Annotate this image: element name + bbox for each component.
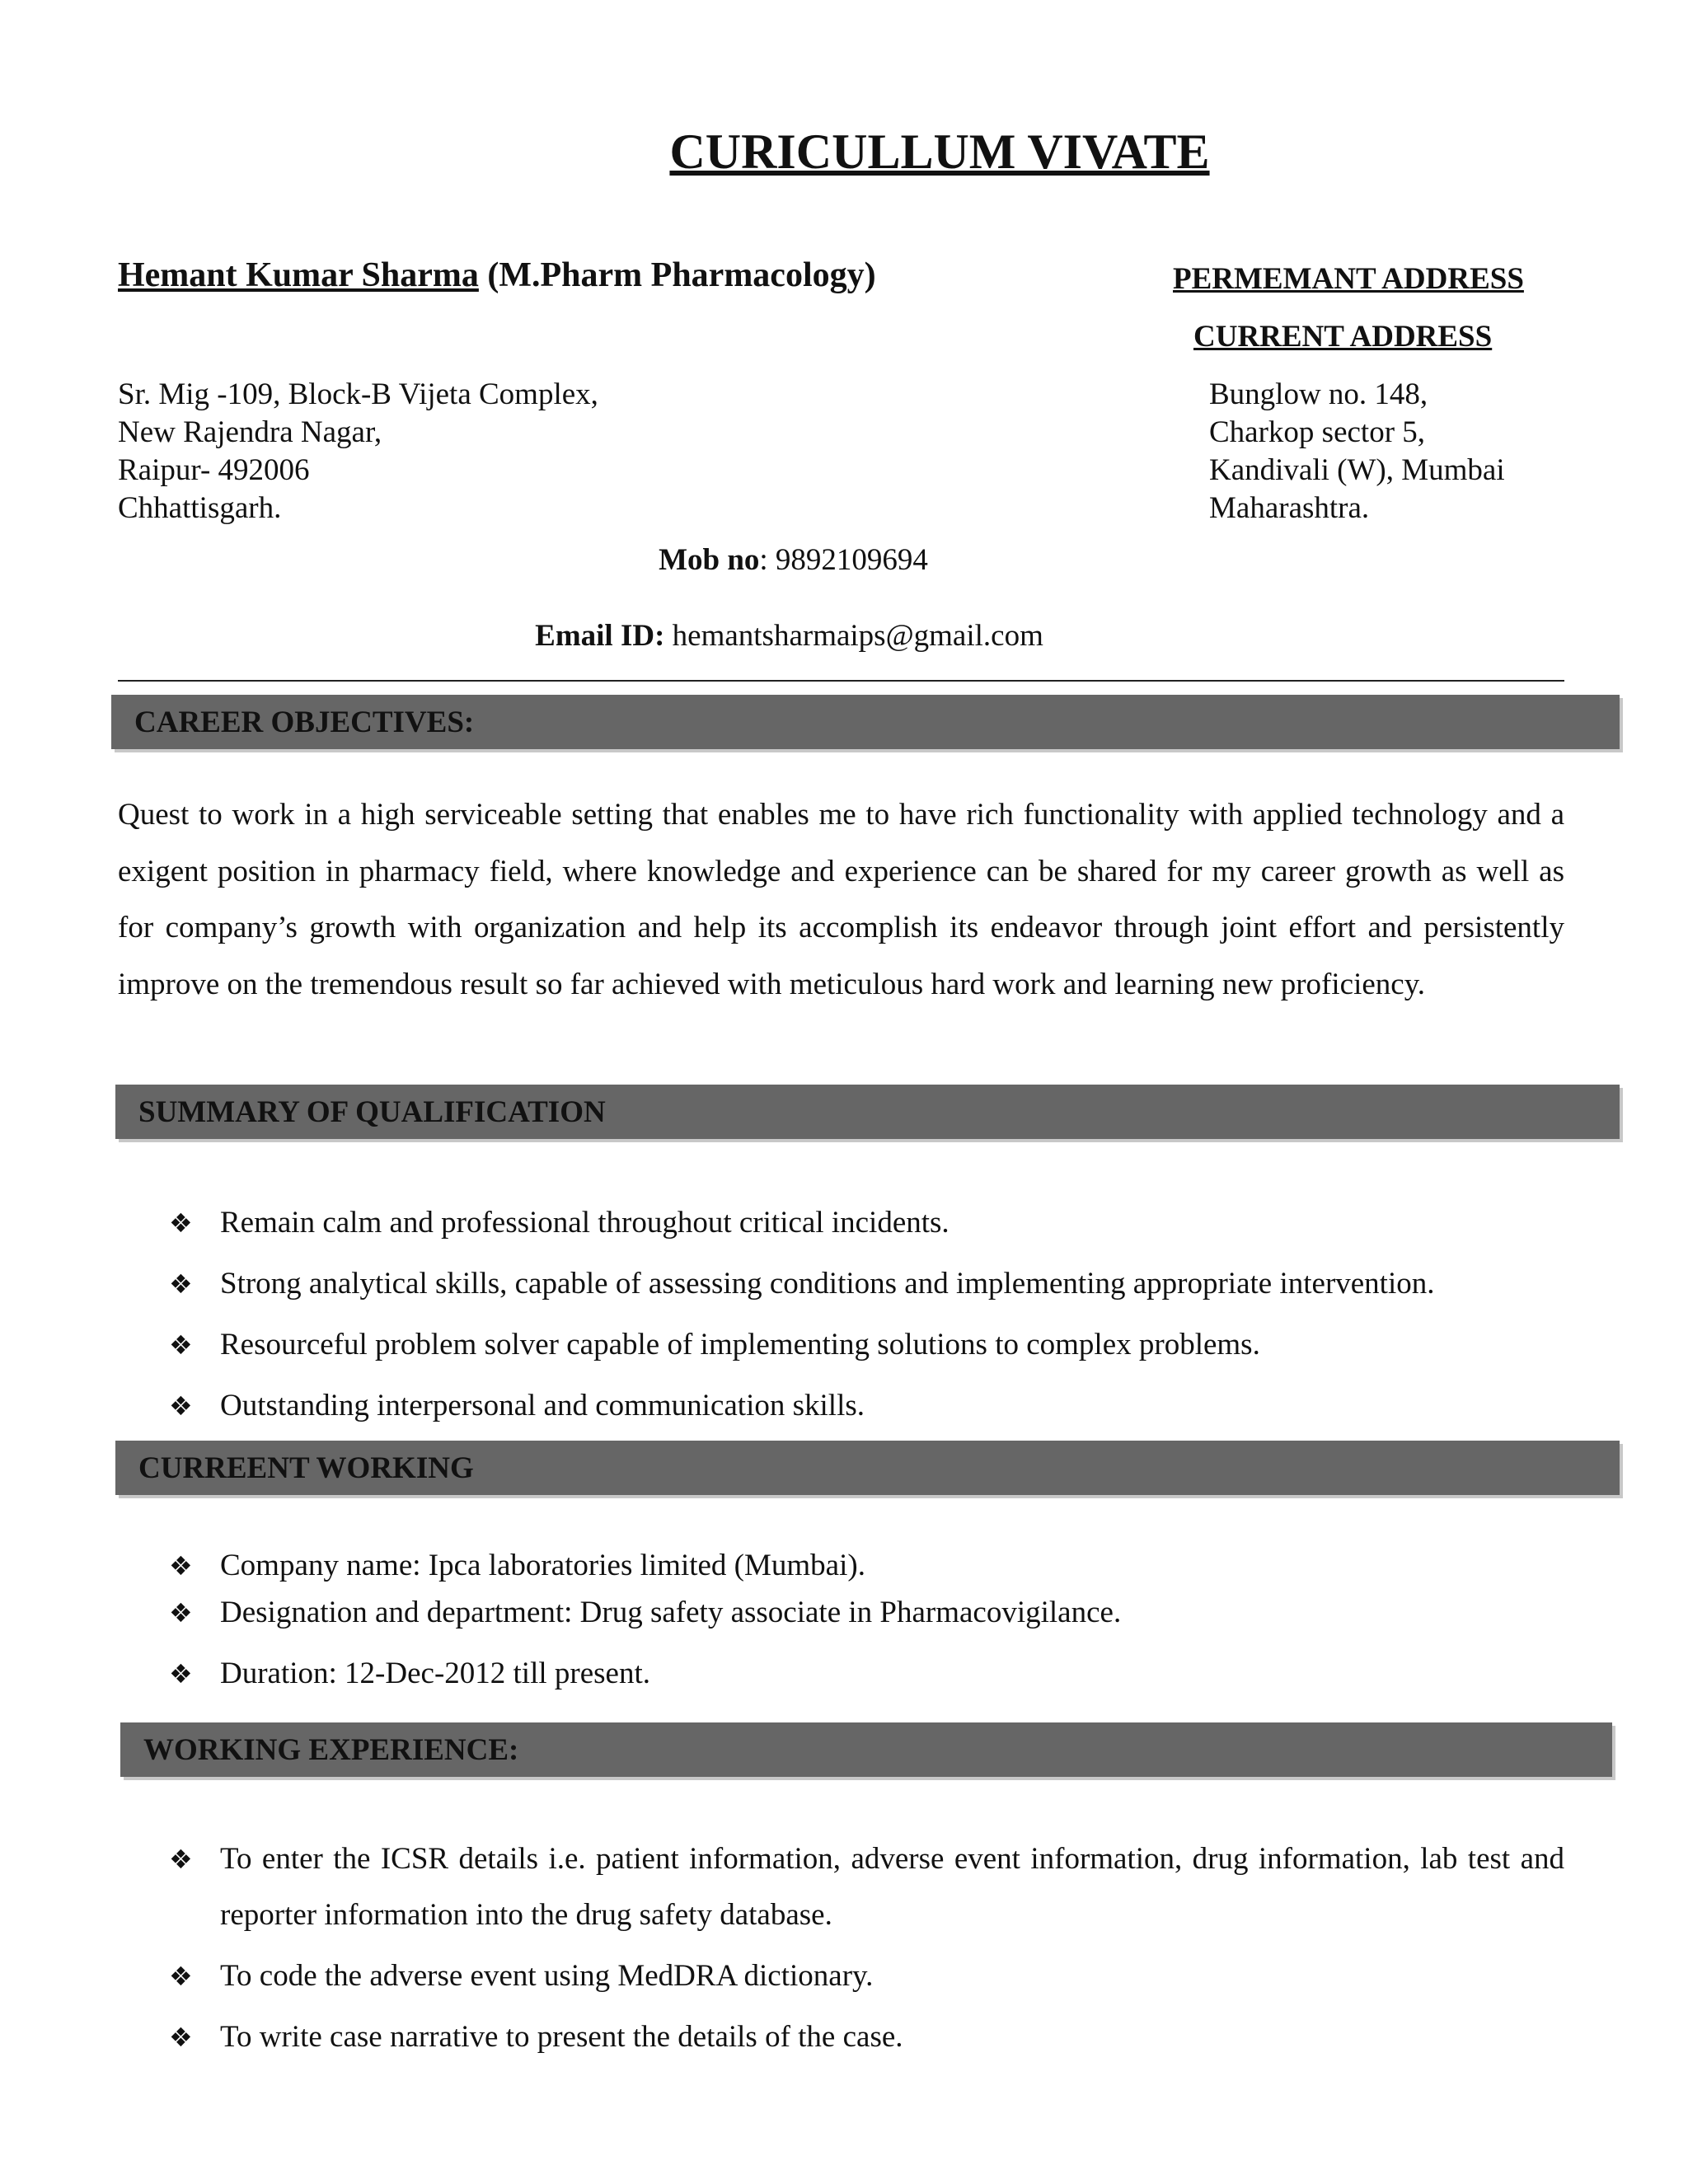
four-diamond-bullet-icon: ❖ [169, 1207, 193, 1239]
four-diamond-bullet-icon: ❖ [169, 2022, 193, 2053]
four-diamond-bullet-icon: ❖ [169, 1268, 193, 1300]
candidate-degree: (M.Pharm Pharmacology) [478, 256, 876, 294]
current-working-item: ❖ Duration: 12-Dec-2012 till present. [169, 1657, 650, 1690]
list-item: ❖ Strong analytical skills, capable of assessing conditions and implementing appropriate intervention. [169, 1254, 1435, 1315]
current-working-item: ❖ Company name: Ipca laboratories limited (Mumbai). [169, 1549, 865, 1582]
four-diamond-bullet-icon: ❖ [169, 1329, 193, 1361]
header-divider [118, 680, 1564, 682]
address-line: Charkop sector 5, [1209, 415, 1426, 449]
email [0, 618, 1578, 654]
permanent-address-label: PERMEMANT ADDRESS [1173, 262, 1524, 296]
mobile-value: : 9892109694 [759, 543, 928, 577]
candidate-name-line [118, 255, 876, 295]
current-working-heading-bar [115, 1441, 1620, 1495]
career-objectives-heading-bar [111, 695, 1620, 749]
summary-list [169, 1193, 1435, 1436]
current-address-block [1209, 376, 1505, 527]
working-experience-heading-bar [120, 1722, 1612, 1777]
address-line: Raipur- 492006 [118, 453, 310, 487]
list-item: ❖ To enter the ICSR details i.e. patient information, adverse event information, drug information, lab test and reporter information into the drug safety database. [169, 1831, 1564, 1943]
email-label: Email ID: [535, 619, 665, 653]
four-diamond-bullet-icon: ❖ [169, 1658, 193, 1690]
four-diamond-bullet-icon: ❖ [169, 1390, 193, 1422]
address-line: Maharashtra. [1209, 491, 1370, 525]
current-working-item: ❖ Designation and department: Drug safety associate in Pharmacovigilance. [169, 1596, 1122, 1629]
current-address-label: CURRENT ADDRESS [1193, 320, 1493, 354]
address-line: Chhattisgarh. [118, 491, 282, 525]
candidate-name: Hemant Kumar Sharma [118, 256, 479, 294]
address-line: Bunglow no. 148, [1209, 377, 1428, 411]
current-working-heading: CURREENT WORKING [138, 1451, 474, 1485]
career-objectives-text: Quest to work in a high serviceable setting that enables me to have rich functionality with applied technology and a exigent position in pharmacy field, where knowledge and experience can be shared for my career growth as well as for company’s growth with organization and help its accomplish its endeavor through joint effort and persistently improve on the tremendous result so far achieved with meticulous hard work and learning new proficiency. [118, 798, 1564, 1001]
list-item: ❖ To write case narrative to present the details of the case. [169, 2009, 1564, 2065]
mobile-label: Mob no [659, 543, 760, 577]
email-value: hemantsharmaips@gmail.com [664, 619, 1043, 653]
list-item: ❖ Resourceful problem solver capable of implementing solutions to complex problems. [169, 1315, 1435, 1376]
address-line: New Rajendra Nagar, [118, 415, 382, 449]
document-title: CURICULLUM VIVATE [669, 124, 1210, 179]
four-diamond-bullet-icon: ❖ [169, 1597, 193, 1629]
four-diamond-bullet-icon: ❖ [169, 1844, 193, 1875]
list-item: ❖ To code the adverse event using MedDRA dictionary. [169, 1948, 1564, 2004]
working-experience-heading: WORKING EXPERIENCE: [143, 1733, 519, 1767]
address-line: Kandivali (W), Mumbai [1209, 453, 1505, 487]
summary-heading-bar [115, 1085, 1620, 1139]
mobile-number [0, 542, 1587, 578]
summary-heading: SUMMARY OF QUALIFICATION [138, 1095, 606, 1129]
list-item: ❖ Outstanding interpersonal and communication skills. [169, 1376, 1435, 1436]
permanent-address-block [118, 376, 598, 527]
address-line: Sr. Mig -109, Block-B Vijeta Complex, [118, 377, 598, 411]
four-diamond-bullet-icon: ❖ [169, 1550, 193, 1582]
four-diamond-bullet-icon: ❖ [169, 1961, 193, 1992]
working-experience-list [169, 1831, 1564, 2065]
list-item: ❖ Remain calm and professional throughout critical incidents. [169, 1193, 1435, 1254]
career-objectives-heading: CAREER OBJECTIVES: [134, 705, 475, 739]
